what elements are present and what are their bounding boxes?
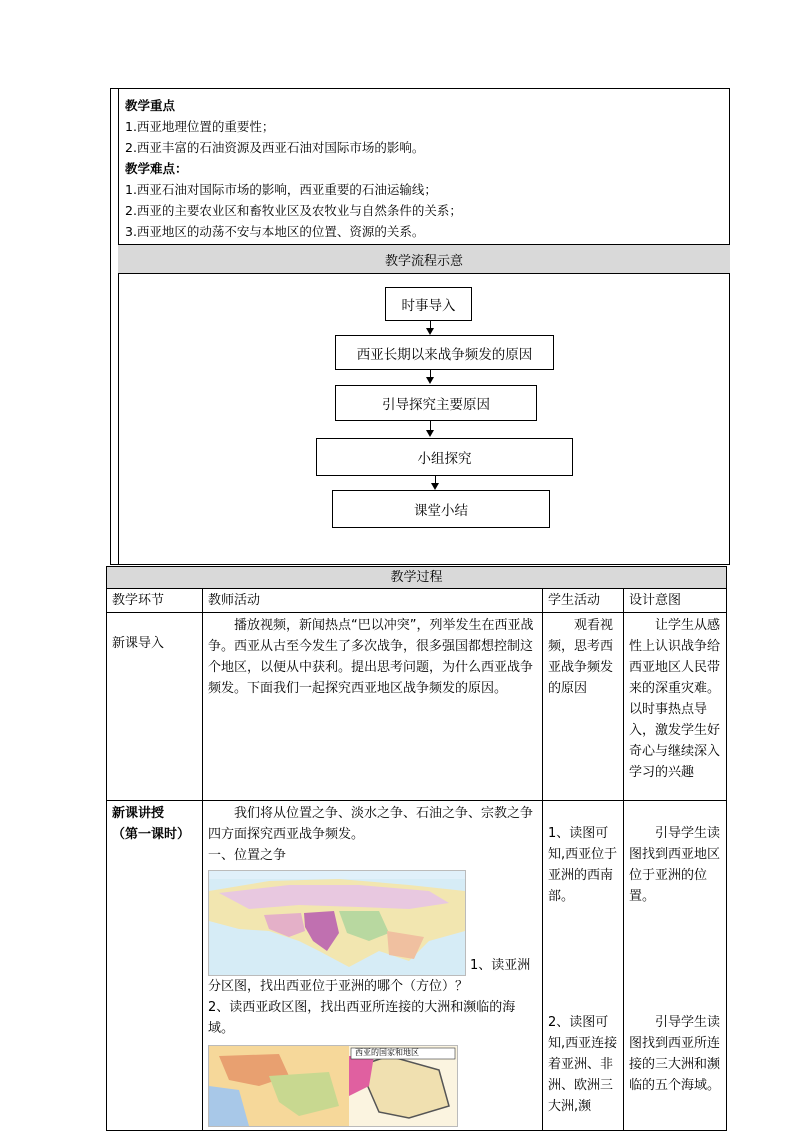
flow-step-1: [385, 287, 472, 321]
key-point-2: 2.西亚丰富的石油资源及西亚石油对国际市场的影响。: [125, 140, 425, 155]
row2-intent-b: 引导学生读图找到西亚所连接的三大洲和濒临的五个海域。: [629, 1015, 721, 1093]
flow-step-4-label: 小组探究: [417, 451, 472, 467]
row2-intent-a: 引导学生读图找到西亚地区位于亚洲的位置。: [629, 826, 721, 904]
asia-map-image: [208, 870, 466, 976]
row1-stage: 新课导入: [107, 613, 203, 801]
key-points-title: 教学重点: [125, 98, 176, 113]
row2-stage: [107, 801, 203, 1131]
col-stage: 教学环节: [107, 589, 203, 613]
asia-map-svg: [209, 871, 465, 975]
row2-student: [543, 801, 624, 1131]
row2-student-a: 1、读图可知,西亚位于亚洲的西南部。: [548, 826, 618, 904]
west-asia-map-image: [208, 1045, 458, 1127]
flow-step-1-label: 时事导入: [401, 298, 456, 314]
flow-arrowhead-1: [426, 328, 434, 335]
difficulty-1: 1.西亚石油对国际市场的影响，西亚重要的石油运输线；: [125, 182, 437, 197]
map2-title: 西亚的国家和地区: [355, 1048, 419, 1057]
row2-teacher-intro: 我们将从位置之争、淡水之争、石油之争、宗教之争四方面探究西亚战争频发。: [208, 806, 534, 842]
flow-step-2: [335, 335, 554, 370]
table-row: [107, 801, 727, 1131]
flow-arrowhead-4: [431, 483, 439, 490]
top-left-rule-inner: [118, 88, 119, 565]
flow-arrowhead-2: [426, 377, 434, 384]
row1-intent: 让学生从感性上认识战争给西亚地区人民带来的深重灾难。以时事热点导入，激发学生好奇心与继续深入学习的兴趣: [624, 613, 727, 801]
row1-student: 观看视频，思考西亚战争频发的原因: [543, 613, 624, 801]
row2-teacher: [203, 801, 543, 1131]
row2-stage-line2: （第一课时）: [112, 827, 191, 842]
q1-tail: 1、读亚洲: [470, 958, 531, 973]
flow-step-2-label: 西亚长期以来战争频发的原因: [356, 346, 533, 363]
row1-teacher: 播放视频，新闻热点“巴以冲突”，列举发生在西亚战争。西亚从古至今发生了多次战争，很多强国都想控制这个地区，以便从中获利。提出思考问题，为什么西亚战争频发。下面我们一起探究西亚地区战争频发的原因。: [203, 613, 543, 801]
q1-rest: 分区图，找出西亚位于亚洲的哪个（方位）？: [208, 979, 469, 994]
column-header-row: [107, 589, 727, 613]
difficulties-title: 教学难点：: [125, 161, 188, 176]
key-points: [125, 95, 462, 242]
flow-step-3-label: 引导探究主要原因: [382, 397, 490, 413]
key-point-1: 1.西亚地理位置的重要性；: [125, 119, 275, 134]
row2-section1: 一、位置之争: [208, 848, 287, 863]
top-left-rule: [110, 88, 111, 565]
col-student: 学生活动: [543, 589, 624, 613]
process-table: [106, 566, 727, 1131]
row2-intent: [624, 801, 727, 1131]
table-row: [107, 613, 727, 801]
col-teacher: 教师活动: [203, 589, 543, 613]
q2: 2、读西亚政区图，找出西亚所连接的大洲和濒临的海域。: [208, 1000, 516, 1036]
difficulty-2: 2.西亚的主要农业区和畜牧业区及农牧业与自然条件的关系；: [125, 203, 462, 218]
flow-arrowhead-3: [426, 430, 434, 437]
row2-student-b: 2、读图可知,西亚连接着亚洲、非洲、欧洲三大洲,濒: [548, 1015, 618, 1114]
flow-header-label: 教学流程示意: [384, 253, 463, 269]
west-asia-map-svg: [209, 1046, 457, 1126]
process-header: 教学过程: [107, 567, 727, 589]
flow-step-4: [316, 438, 573, 476]
col-intent: 设计意图: [624, 589, 727, 613]
flow-step-3: [335, 385, 537, 421]
flow-header: [118, 244, 730, 274]
map1-row: [208, 870, 537, 976]
row2-stage-line1: 新课讲授: [112, 806, 165, 821]
process-header-row: [107, 567, 727, 589]
difficulty-3: 3.西亚地区的动荡不安与本地区的位置、资源的关系。: [125, 224, 425, 239]
flow-step-5: [332, 490, 550, 528]
flow-step-5-label: 课堂小结: [414, 503, 468, 519]
